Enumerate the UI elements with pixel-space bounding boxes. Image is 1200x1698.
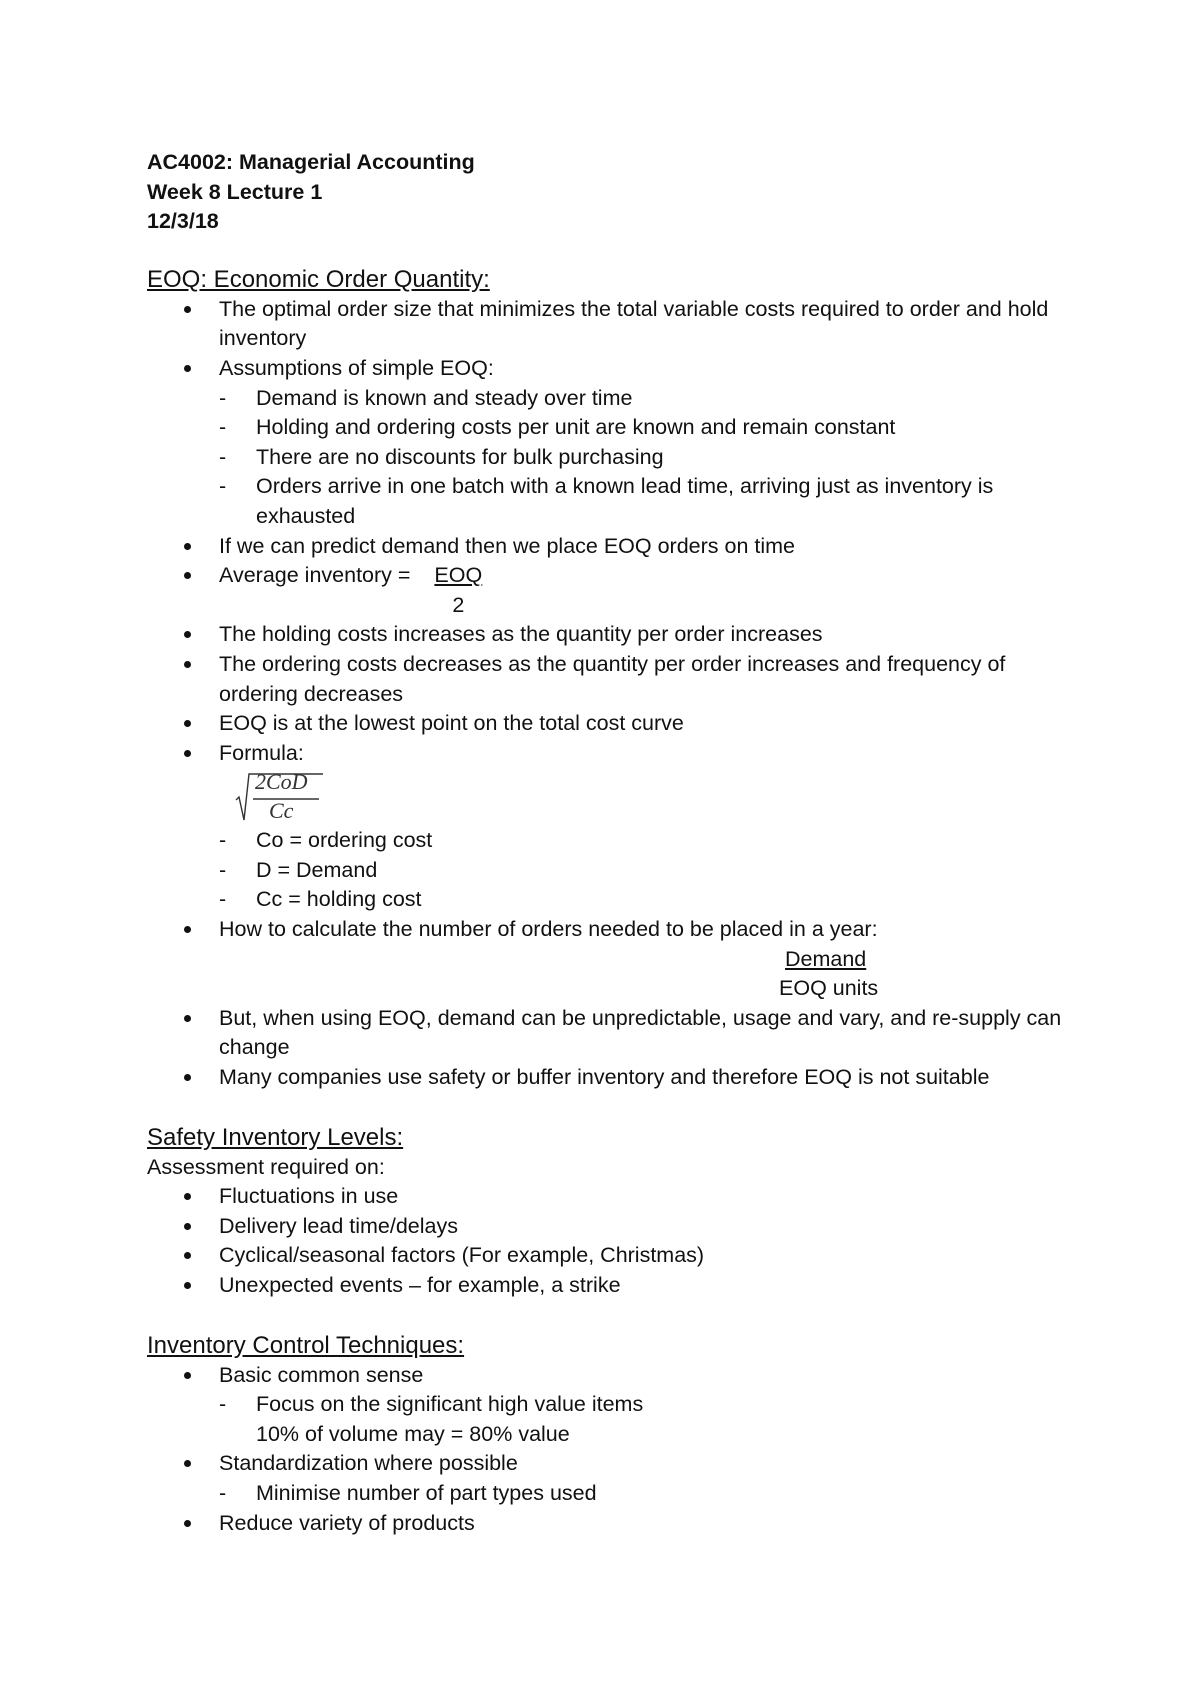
bullet-text: The ordering costs decreases as the quantity per order increases and frequency of ordering decreases <box>219 651 1006 706</box>
bullet-text: How to calculate the number of orders needed to be placed in a year: <box>219 917 878 942</box>
sub-bullet-text: Holding and ordering costs per unit are known and remain constant <box>256 415 896 440</box>
average-inventory-label: Average inventory = <box>219 563 411 588</box>
list-item <box>147 1449 1077 1508</box>
average-inventory-fraction <box>434 561 482 620</box>
bullet-text: Basic common sense <box>219 1362 424 1387</box>
bullet-text: Reduce variety of products <box>219 1510 475 1535</box>
list-item <box>219 443 1077 473</box>
bullet-text: The holding costs increases as the quantity per order increases <box>219 622 823 647</box>
list-item <box>147 1212 1077 1242</box>
list-item <box>147 1509 1077 1539</box>
control-sub-list <box>219 1479 1077 1509</box>
list-item <box>147 1361 1077 1450</box>
bullet-text: Assumptions of simple EOQ: <box>219 355 494 380</box>
sub-bullet-text: D = Demand <box>256 857 378 882</box>
bullet-text: The optimal order size that minimizes the total variable costs required to order and hold inventory <box>219 296 1049 351</box>
list-item <box>147 354 1077 532</box>
safety-intro: Assessment required on: <box>147 1154 385 1179</box>
bullet-text: Cyclical/seasonal factors (For example, Christmas) <box>219 1243 705 1268</box>
sub-bullet-text: Co = ordering cost <box>256 828 433 853</box>
formula-variable-list <box>219 826 1077 915</box>
section-title-eoq: EOQ: Economic Order Quantity: <box>147 265 490 293</box>
bullet-text: Standardization where possible <box>219 1451 518 1476</box>
fraction-denominator: EOQ units <box>779 976 879 1001</box>
list-item <box>219 472 1077 531</box>
control-bullet-list <box>147 1361 1077 1539</box>
list-item <box>219 885 1077 915</box>
bullet-text: Formula: <box>219 740 304 765</box>
list-item <box>147 532 1077 562</box>
formula-numerator: 2CoD <box>255 769 308 795</box>
fraction-numerator: Demand <box>785 946 867 971</box>
list-item <box>219 1479 1077 1509</box>
list-item <box>147 1004 1077 1063</box>
fraction-denominator: 2 <box>452 592 465 617</box>
bullet-text: Fluctuations in use <box>219 1184 399 1209</box>
bullet-text: Unexpected events – for example, a strike <box>219 1273 621 1297</box>
control-sub-list <box>219 1390 1077 1449</box>
bullet-text: EOQ is at the lowest point on the total cost curve <box>219 711 684 736</box>
list-item <box>147 295 1077 354</box>
formula-denominator: Cc <box>269 798 294 824</box>
list-item <box>147 739 1077 915</box>
sub-bullet-continuation: 10% of volume may = 80% value <box>256 1421 570 1446</box>
lecture-label: Week 8 Lecture 1 <box>147 179 323 204</box>
list-item <box>219 413 1077 443</box>
sub-bullet-text: Orders arrive in one batch with a known lead time, arriving just as inventory is exhausted <box>256 474 994 528</box>
list-item <box>147 1182 1077 1212</box>
safety-bullet-list <box>147 1182 1077 1300</box>
lecture-date: 12/3/18 <box>147 209 219 234</box>
sub-bullet-text: Cc = holding cost <box>256 887 422 912</box>
list-item <box>219 856 1077 886</box>
sub-bullet-text: Demand is known and steady over time <box>256 385 633 410</box>
sub-bullet-text: Focus on the significant high value items <box>256 1392 644 1417</box>
orders-fraction <box>779 945 899 1004</box>
list-item <box>147 709 1077 739</box>
list-item <box>147 915 1077 1004</box>
bullet-text: But, when using EOQ, demand can be unpredictable, usage and vary, and re-supply can change <box>219 1005 1062 1060</box>
list-item <box>147 650 1077 709</box>
list-item <box>147 1063 1077 1093</box>
course-title: AC4002: Managerial Accounting <box>147 150 475 174</box>
list-item <box>219 826 1077 856</box>
fraction-numerator: EOQ <box>434 563 483 588</box>
sub-bullet-text: There are no discounts for bulk purchasing <box>256 444 664 469</box>
sub-bullet-text: Minimise number of part types used <box>256 1480 597 1505</box>
list-item <box>219 384 1077 414</box>
list-item <box>147 1241 1077 1271</box>
bullet-text: Many companies use safety or buffer inventory and therefore EOQ is not suitable <box>219 1065 990 1090</box>
section-title-control: Inventory Control Techniques: <box>147 1331 465 1359</box>
bullet-text: If we can predict demand then we place EOQ orders on time <box>219 533 796 558</box>
eoq-formula <box>235 770 1077 826</box>
list-item <box>147 620 1077 650</box>
assumption-list <box>219 384 1077 532</box>
section-title-safety: Safety Inventory Levels: <box>147 1123 404 1151</box>
list-item <box>147 1271 1077 1301</box>
notes-content <box>147 148 1077 1538</box>
list-item <box>147 561 1077 620</box>
eoq-bullet-list <box>147 295 1077 1093</box>
bullet-text: Delivery lead time/delays <box>219 1213 458 1238</box>
list-item <box>219 1390 1077 1449</box>
